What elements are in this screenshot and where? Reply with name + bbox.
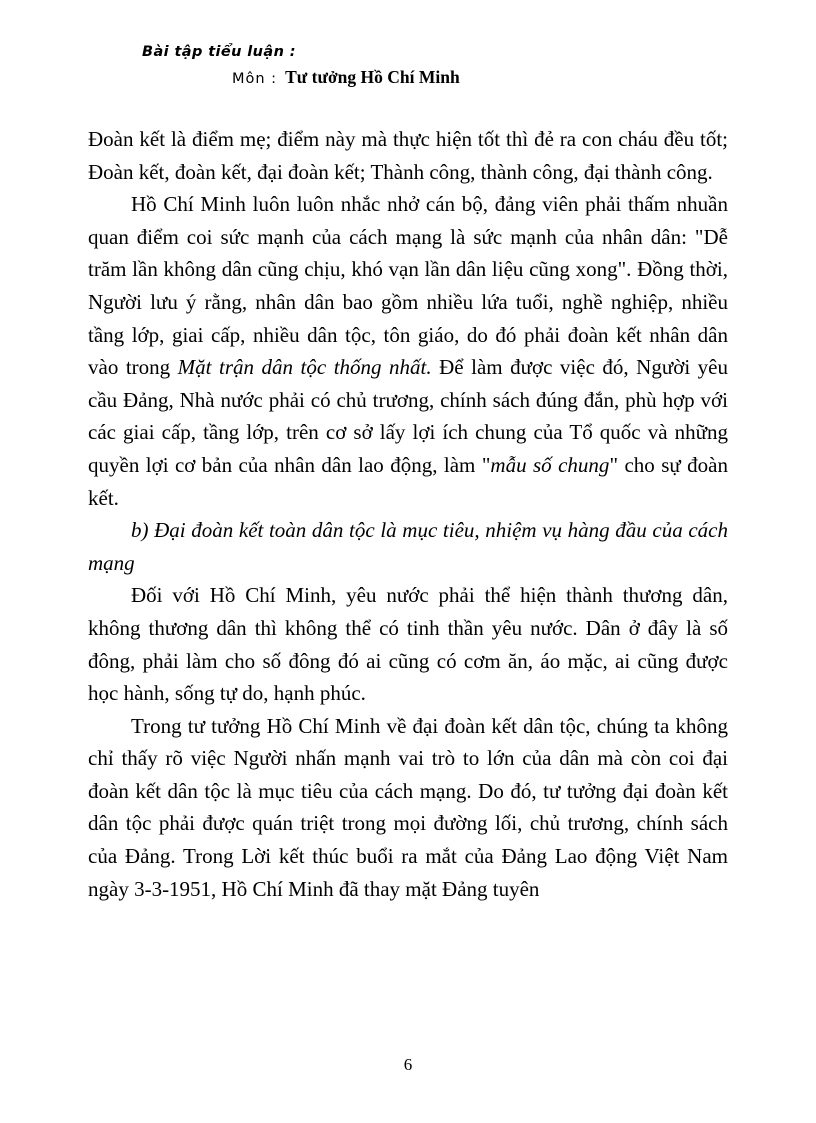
paragraph-2-emphasis-2: mẫu số chung bbox=[490, 452, 610, 477]
subject-label: Môn : bbox=[232, 71, 278, 87]
document-body bbox=[88, 123, 728, 905]
page-number: 6 bbox=[403, 1055, 413, 1074]
paragraph-3: Đối với Hồ Chí Minh, yêu nước phải thể hiện thành thương dân, không thương dân thì không thể có tinh thần yêu nước. Dân ở đây là số đông, phải làm cho số đông đó ai cũng có cơm ăn, áo mặc, ai cũng được học hành, sống tự do, hạnh phúc. bbox=[88, 583, 728, 706]
subject-name: Tư tưởng Hồ Chí Minh bbox=[285, 67, 460, 87]
paragraph-2-emphasis: Mặt trận dân tộc thống nhất. bbox=[177, 355, 432, 380]
section-heading-b: b) Đại đoàn kết toàn dân tộc là mục tiêu, nhiệm vụ hàng đầu của cách mạng bbox=[88, 518, 728, 575]
subject-line bbox=[232, 67, 460, 88]
paragraph-4: Trong tư tưởng Hồ Chí Minh về đại đoàn kết dân tộc, chúng ta không chỉ thấy rõ việc Người nhấn mạnh vai trò to lớn của dân mà còn coi đại đoàn kết dân tộc là mục tiêu của cách mạng. Do đó, tư tưởng đại đoàn kết dân tộc phải được quán triệt trong mọi đường lối, chủ trương, chính sách của Đảng. Trong Lời kết thúc buổi ra mắt của Đảng Lao động Việt Nam ngày 3-3-1951, Hồ Chí Minh đã thay mặt Đảng tuyên bbox=[88, 713, 728, 901]
paragraph-1: Đoàn kết là điểm mẹ; điểm này mà thực hiện tốt thì đẻ ra con cháu đều tốt; Đoàn kết, đoàn kết, đại đoàn kết; Thành công, thành công, đại thành công. bbox=[88, 127, 728, 184]
paragraph-2-start: Hồ Chí Minh luôn luôn nhắc nhở cán bộ, đảng viên phải thấm nhuần quan điểm coi sức mạnh của cách mạng là sức mạnh của nhân dân: "Dễ trăm lần không dân cũng chịu, khó vạn lần dân liệu cũng xong". Đồng thời, Người lưu ý rằng, nhân dân bao gồm nhiều lứa tuổi, nghề nghiệp, nhiều tầng lớp, giai cấp, nhiều dân tộc, tôn giáo, do đó phải đoàn kết nhân dân vào trong bbox=[88, 192, 728, 380]
assignment-label: Bài tập tiểu luận : bbox=[142, 44, 296, 60]
paragraph-2-middle: Để làm được việc đó, Người yêu cầu Đảng, Nhà nước phải có chủ trương, chính sách đúng đắn, phù hợp với các giai cấp, tầng lớp, trên cơ sở lấy lợi ích chung của Tổ quốc và những quyền lợi cơ bản của nhân dân lao động, làm " bbox=[88, 355, 728, 477]
paragraph-2-end: " cho sự đoàn kết. bbox=[88, 452, 728, 510]
paragraph-2 bbox=[88, 188, 728, 514]
